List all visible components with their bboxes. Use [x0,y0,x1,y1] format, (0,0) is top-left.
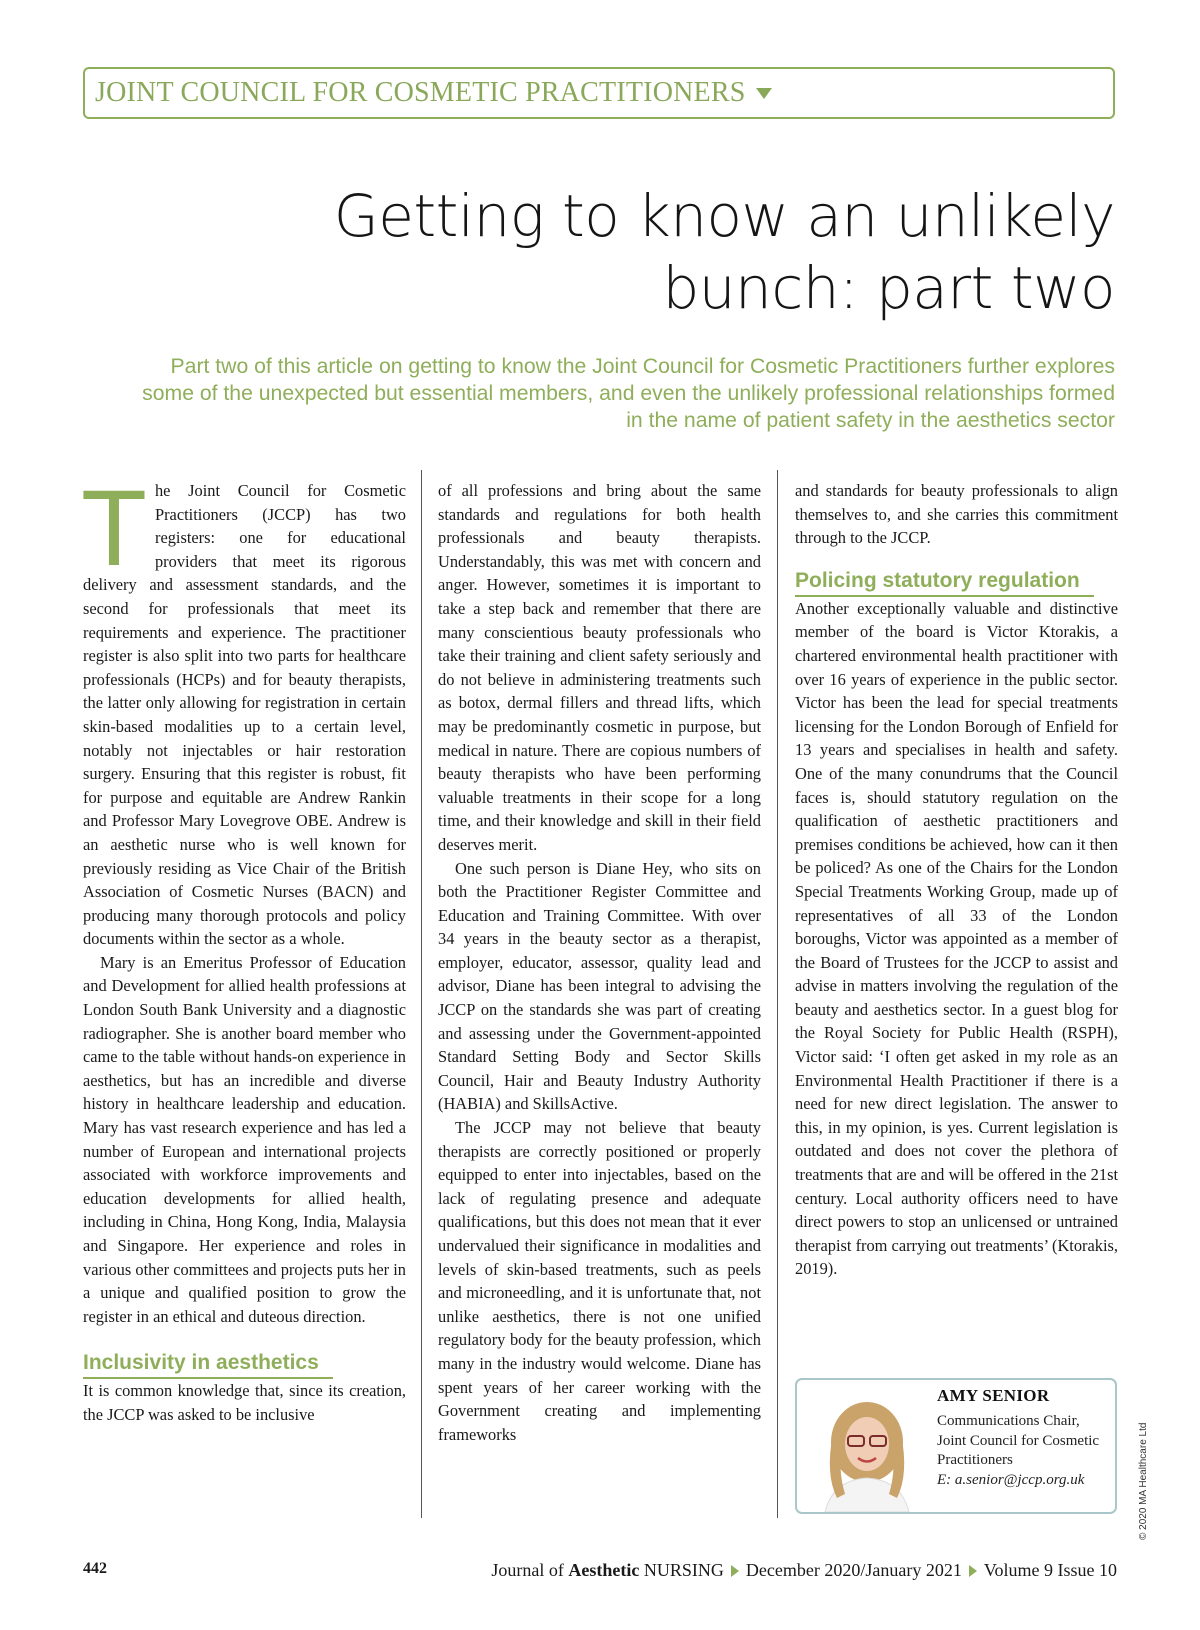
drop-cap: T [81,467,147,588]
body-paragraph: The JCCP may not believe that beauty therapists are correctly positioned or properly equipped to enter into injectables, based on the lack of regulating presence and adequate qualifications, but this does not mean that it ever undervalued their significance in modalities and levels of skin-based treatments, such as peels and microneedling, and it is unfortunate that, not unlike aesthetics, there is not one unified regulatory body for the beauty profession, which many in the industry would welcome. Diane has spent years of her career working with the Government creating and implementing frameworks [438,1118,761,1444]
standfirst-line-2: some of the unexpected but essential members, and even the unlikely professional relationships formed [142,382,1115,405]
section-title: JOINT COUNCIL FOR COSMETIC PRACTITIONERS [95,77,746,108]
body-column-1 [81,467,406,1427]
volume-issue: Volume 9 Issue 10 [983,1560,1117,1580]
standfirst [75,353,1115,434]
body-paragraph: Mary is an Emeritus Professor of Education and Development for allied health professions at London South Bank University and a diagnostic radiographer. She is another board member who came to the table without hands-on experience in aesthetics, but has an incredible and diverse history in healthcare leadership and education. Mary has vast research experience and has led a number of European and international projects associated with workforce improvements and education developments for allied health, including in China, Hong Kong, India, Malaysia and Singapore. Her experience and roles in various other committees and projects puts her in a unique and qualified position to grow the register in an ethical and duteous direction. [83,952,406,1326]
issue-date: December 2020/January 2021 [745,1560,962,1580]
page-footer [83,1560,1117,1584]
body-paragraph: It is common knowledge that, since its creation, the JCCP was asked to be inclusive [83,1381,406,1424]
journal-brand: Aesthetic [568,1560,640,1580]
standfirst-line-1: Part two of this article on getting to know the Joint Council for Cosmetic Practitioners further explores [170,355,1115,378]
journal-info [491,1560,1117,1581]
body-paragraph: and standards for beauty professionals to align themselves to, and she carries this commitment through to the JCCP. [795,481,1118,548]
author-box [795,1378,1117,1514]
column-divider [777,470,778,1518]
author-portrait-icon [815,1394,919,1512]
section-header [83,67,1115,119]
body-paragraph: One such person is Diane Hey, who sits on both the Practitioner Register Committee and Education and Training Committee. With over 34 years in the beauty sector as a therapist, employer, educator, assessor, quality lead and advisor, Diane has been integral to advising the JCCP on the standards she was part of creating and assessing under the Government-appointed Standard Setting Body and Sector Skills Council, Hair and Beauty Industry Authority (HABIA) and SkillsActive. [438,858,761,1114]
author-email: E: a.senior@jccp.org.uk [937,1472,1085,1488]
body-paragraph: The Joint Council for Cosmetic Practitioners (JCCP) has two registers: one for educational providers that meet its rigorous delivery and assessment standards, and the second for professionals that meet its requirements and experience. The practitioner register is also split into two parts for healthcare professionals (HCPs) and for beauty therapists, the latter only allowing for registration in certain skin-based modalities up to a certain level, notably not injectables or hair restoration surgery. Ensuring that this register is robust, fit for purpose and equitable are Andrew Rankin and Professor Mary Lovegrove OBE. Andrew is an aesthetic nurse who is well known for previously residing as Vice Chair of the British Association of Cosmetic Nurses (BACN) and producing many thorough protocols and policy documents within the sector as a whole. [81,467,406,949]
body-column-2 [438,479,761,1446]
journal-suffix: NURSING [639,1560,724,1580]
headline-line-2: bunch: part two [662,254,1115,322]
triangle-right-icon [969,1565,977,1577]
triangle-right-icon [731,1565,739,1577]
article-headline [215,180,1115,324]
subheading-inclusivity: Inclusivity in aesthetics [83,1350,333,1379]
subheading-policing: Policing statutory regulation [795,568,1094,597]
body-paragraph: of all professions and bring about the same standards and regulations for both health professionals and beauty therapists. Understandably, this was met with concern and anger. However, sometimes it is important to take a step back and remember that there are many conscientious beauty professionals who take their training and client safety seriously and do not believe in administering treatments such as botox, dermal fillers and thread lifts, which may be predominantly cosmetic in purpose, but medical in nature. There are copious numbers of beauty therapists who have been performing valuable treatments in their scope for a long time, and their knowledge and skill in their field deserves merit. [438,481,761,854]
copyright-notice: © 2020 MA Healthcare Ltd [1138,1422,1149,1540]
body-column-3 [795,479,1118,1281]
author-role: Communications Chair, Joint Council for Cosmetic Practitioners [937,1413,1100,1468]
standfirst-line-3: in the name of patient safety in the aesthetics sector [626,409,1115,432]
body-paragraph: Another exceptionally valuable and distinctive member of the board is Victor Ktorakis, a chartered environmental health practitioner with over 16 years of experience in the public sector. Victor has been the lead for special treatments licensing for the London Borough of Enfield for 13 years and specialises in health and safety. One of the many conundrums that the Council faces is, should statutory regulation on the qualification of aesthetic practitioners and premises conditions be achieved, how can it then be policed? As one of the Chairs for the London Special Treatments Working Group, made up of representatives of all 33 of the London boroughs, Victor was appointed as a member of the Board of Trustees for the JCCP to assist and advise in matters involving the regulation of the beauty and aesthetics sector. In a guest blog for the Royal Society for Public Health (RSPH), Victor said: ‘I often get asked in my role as an Environmental Health Practitioner if there is a need for new direct legislation. The answer to this, in my opinion, is yes. Current legislation is outdated and does not cover the plethora of treatments that are and will be offered in the 21st century. Local authority officers need to have direct powers to stop an unlicensed or untrained therapist from carrying out treatments’ (Ktorakis, 2019). [795,598,1118,1279]
page-number: 442 [83,1560,107,1577]
column-divider [421,470,422,1518]
author-name: AMY SENIOR [937,1386,1050,1405]
journal-prefix: Journal of [491,1560,569,1580]
headline-line-1: Getting to know an unlikely [333,182,1115,250]
caret-down-icon [756,88,772,99]
